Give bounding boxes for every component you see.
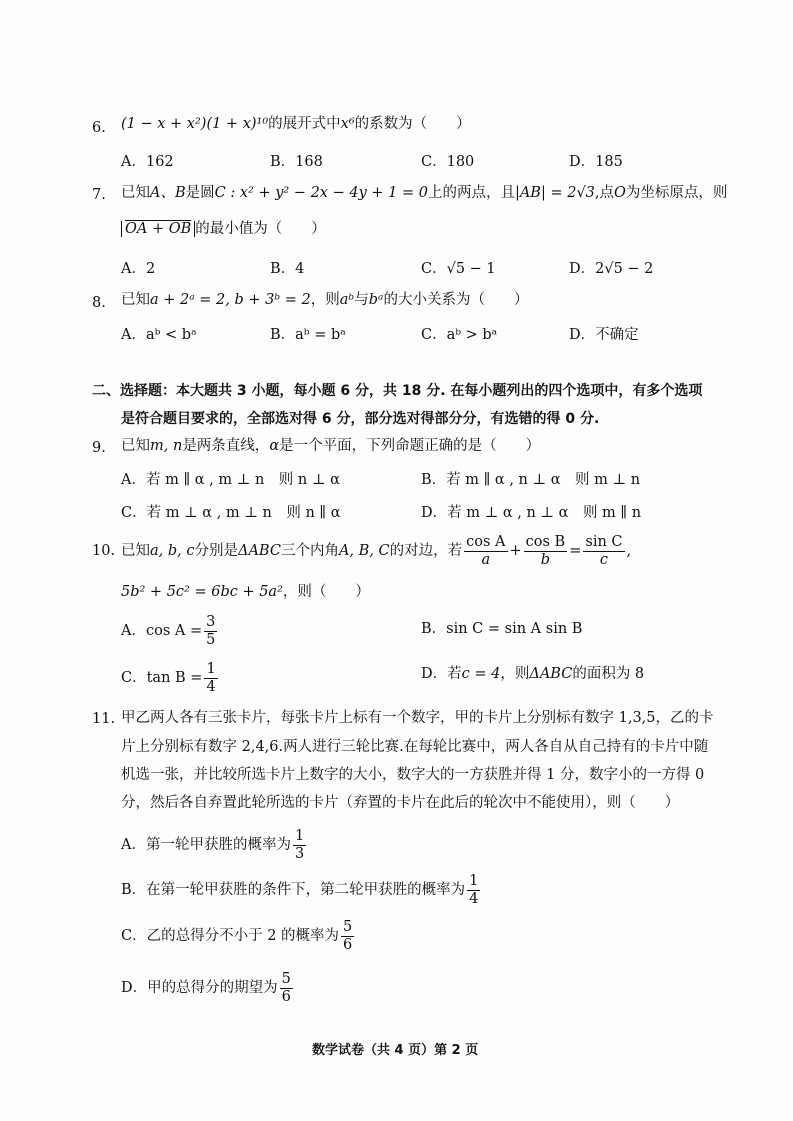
q6-option-b: B．168	[270, 154, 323, 170]
q8-text-b: ，则	[310, 292, 340, 308]
q7-text-b: 是圆	[185, 185, 215, 201]
q11-stem-line2: 片上分别标有数字 2,4,6.两人进行三轮比赛.在每轮比赛中，两人各自从自己持有的卡片中随	[121, 739, 709, 755]
q10-fraction-3	[583, 534, 624, 568]
q8-expr-y: bᵃ	[368, 292, 384, 308]
q10-sides: a, b, c	[150, 543, 195, 560]
q10-option-c-denominator: 4	[206, 678, 216, 695]
q9-number: 9.	[92, 440, 106, 456]
q10-fraction-2-numerator: cos B	[525, 534, 566, 550]
q6-expression: (1 − x + x²)(1 + x)¹⁰	[121, 116, 269, 132]
q10-fraction-1-numerator: cos A	[466, 534, 506, 550]
q7-circle-equation: C : x² + y² − 2x − 4y + 1 = 0	[214, 185, 428, 201]
q10-option-d	[421, 667, 644, 682]
q10-option-a-denominator: 5	[206, 631, 216, 648]
q7-option-a: A．2	[121, 261, 156, 277]
q10-option-b: B．sin C = sin A sin B	[421, 621, 583, 637]
q10-text-c: 三个内角	[280, 543, 339, 560]
q10-option-c-text: C．tan B =	[121, 670, 203, 687]
q7-chord-length: |AB| = 2√3	[514, 185, 595, 201]
q11-option-c-fraction	[341, 919, 354, 953]
q10-option-a-numerator: 3	[206, 614, 216, 630]
q10-option-d-triangle: ΔABC	[529, 666, 573, 682]
q10-option-a-text: A．cos A =	[121, 623, 203, 640]
q8-text-d: 的大小关系为（ ）	[383, 292, 529, 308]
q7-option-c: C．√5 − 1	[421, 261, 496, 277]
q10-option-d-text-a: D．若	[421, 666, 462, 682]
q7-origin: O	[614, 185, 626, 201]
q11-option-d-numerator: 5	[281, 971, 291, 987]
q10-option-c-fraction	[204, 661, 217, 695]
q9-text-b: 是两条直线，	[182, 438, 270, 454]
page-footer: 数学试卷（共 4 页）第 2 页	[312, 1043, 479, 1058]
q7-text-d: ,点	[594, 185, 615, 201]
q7-option-d: D．2√5 − 2	[569, 261, 654, 277]
q9-lines: m, n	[150, 438, 183, 454]
q11-option-d	[121, 971, 295, 1005]
q11-option-c-text: C．乙的总得分不小于 2 的概率为	[121, 928, 340, 945]
q10-angles: A, B, C	[338, 543, 390, 560]
q8-option-c: C．aᵇ > bᵃ	[421, 327, 498, 343]
q9-option-c: C．若 m ⊥ α , m ⊥ n 则 n ∥ α	[121, 505, 341, 521]
q8-condition: a + 2ᵃ = 2, b + 3ᵇ = 2	[150, 292, 311, 308]
q6-term: x⁶	[340, 116, 355, 132]
q11-option-a-denominator: 3	[294, 845, 305, 862]
q10-fraction-2-denominator: b	[540, 551, 551, 568]
q6-option-c: C．180	[421, 154, 475, 170]
q6-number: 6.	[92, 120, 106, 136]
q11-option-b-denominator: 4	[469, 890, 479, 907]
q8-stem	[121, 293, 528, 308]
q8-number: 8.	[92, 295, 106, 311]
q10-fraction-1-denominator: a	[481, 551, 491, 568]
q10-stem-line1: 已知a, b, c分别是ΔABC三个内角A, B, C的对边，若 $\frac{\text{cos A}}{a}$ + $\frac{\text{cos B}}{b}$ = $\frac{\text{sin C}}{c}$ ,	[121, 534, 632, 568]
q8-option-d: D．不确定	[569, 327, 639, 343]
q11-option-b-text: B．在第一轮甲获胜的条件下，第二轮甲获胜的概率为	[121, 882, 466, 899]
q7-points: A、B	[150, 185, 186, 201]
q10-option-d-text-b: ，则	[500, 666, 530, 682]
q7-vector-sum: OA + OB	[125, 221, 192, 237]
q11-number: 11.	[92, 711, 116, 727]
q11-option-d-text: D．甲的总得分的期望为	[121, 980, 278, 997]
q10-text-tail: ，则（ ）	[282, 584, 370, 600]
q9-option-a: A．若 m ∥ α , m ⊥ n 则 n ⊥ α	[121, 472, 340, 488]
q11-option-c-numerator: 5	[343, 919, 353, 935]
q10-fraction-3-denominator: c	[599, 551, 608, 568]
q10-option-a	[121, 614, 219, 648]
q7-number: 7.	[92, 187, 106, 203]
q9-option-b: B．若 m ∥ α , n ⊥ α 则 m ⊥ n	[421, 472, 641, 488]
q11-option-a-text: A．第一轮甲获胜的概率为	[121, 837, 291, 854]
q9-plane: α	[269, 438, 280, 454]
section2-heading-line2: 是符合题目要求的，全部选对得 6 分，部分选对得部分分，有选错的得 0 分.	[121, 411, 600, 427]
q11-option-b	[121, 873, 482, 907]
q10-triangle: ΔABC	[237, 543, 281, 560]
q11-option-b-numerator: 1	[469, 873, 479, 889]
q10-text-a: 已知	[121, 543, 150, 560]
q10-stem-line2	[121, 585, 370, 600]
q8-option-b: B．aᵇ = bᵃ	[270, 327, 346, 343]
q10-fraction-3-numerator: sin C	[585, 534, 623, 550]
q10-fraction-2	[524, 534, 568, 568]
q9-text-a: 已知	[121, 438, 150, 454]
q6-stem	[121, 117, 471, 132]
q10-option-c-numerator: 1	[206, 661, 216, 677]
q8-text-c: 与	[354, 292, 369, 308]
q11-option-a	[121, 828, 308, 862]
q10-number: 10.	[92, 543, 116, 559]
q7-stem-line2	[121, 222, 326, 237]
q11-option-d-denominator: 6	[281, 988, 291, 1005]
q10-option-a-fraction	[204, 614, 217, 648]
q7-text-c: 上的两点，且	[427, 185, 515, 201]
q8-expr-x: aᵇ	[339, 292, 355, 308]
q9-stem	[121, 439, 540, 454]
q10-text-d: 的对边，若	[389, 543, 463, 560]
q10-text-b: 分别是	[194, 543, 238, 560]
q7-text-e: 为坐标原点，则	[625, 185, 728, 201]
q9-text-c: 是一个平面，下列命题正确的是（ ）	[279, 438, 541, 454]
q7-text-a: 已知	[121, 185, 150, 201]
q7-text-tail: 的最小值为（ ）	[195, 221, 326, 237]
q6-option-a: A．162	[121, 154, 174, 170]
q11-option-c	[121, 919, 356, 953]
q7-stem-line1	[121, 186, 727, 201]
q8-option-a: A．aᵇ < bᵃ	[121, 327, 197, 343]
q11-option-a-numerator: 1	[294, 828, 305, 844]
q10-option-c	[121, 661, 220, 695]
q11-stem-line1: 甲乙两人各有三张卡片，每张卡片上标有一个数字，甲的卡片上分别标有数字 1,3,5，乙的卡	[121, 710, 714, 726]
q11-option-b-fraction	[467, 873, 480, 907]
q11-option-d-fraction	[280, 971, 293, 1005]
q10-fraction-1	[464, 534, 507, 568]
section2-heading-line1: 二、选择题：本大题共 3 小题，每小题 6 分，共 18 分. 在每小题列出的四个选项中，有多个选项	[92, 383, 703, 399]
q6-text: 的展开式中	[268, 116, 341, 132]
q11-stem-line3: 机选一张，并比较所选卡片上数字的大小，数字大的一方获胜并得 1 分，数字小的一方得 0	[121, 767, 705, 783]
q7-vector-sum-abs	[121, 221, 195, 237]
q10-option-d-condition: c = 4	[461, 666, 501, 682]
q11-stem-line4: 分，然后各自弃置此轮所选的卡片（弃置的卡片在此后的轮次中不能使用），则（ ）	[121, 795, 680, 811]
q8-text-a: 已知	[121, 292, 150, 308]
q10-option-d-text-d: 的面积为 8	[572, 666, 645, 682]
q9-option-d: D．若 m ⊥ α , n ⊥ α 则 m ∥ n	[421, 505, 642, 521]
q11-option-a-fraction	[293, 828, 306, 862]
q6-option-d: D．185	[569, 154, 623, 170]
q11-option-c-denominator: 6	[343, 936, 353, 953]
q10-equation: 5b² + 5c² = 6bc + 5a²	[121, 584, 283, 600]
q7-option-b: B．4	[270, 261, 305, 277]
q6-tail: 的系数为（ ）	[354, 116, 471, 132]
